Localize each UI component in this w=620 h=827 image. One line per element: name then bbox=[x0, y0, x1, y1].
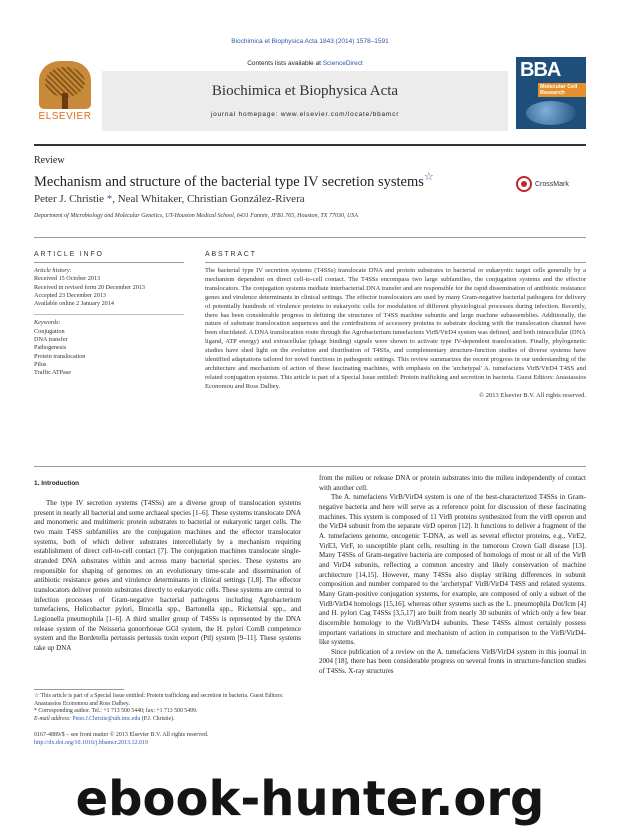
journal-banner bbox=[102, 57, 508, 131]
author-email-link[interactable]: Peter.J.Christie@uth.tmc.edu bbox=[72, 715, 141, 722]
footnote-corresponding: * Corresponding author. Tel.: +1 713 500 5440; fax: +1 713 500 5499. bbox=[34, 708, 198, 714]
title-footnote-mark[interactable]: ☆ bbox=[423, 171, 434, 183]
author-rest: , Neal Whitaker, Christian González-Rivera bbox=[112, 193, 305, 205]
footnotes bbox=[34, 693, 301, 723]
journal-homepage[interactable]: journal homepage: www.elsevier.com/locate/bbamcr bbox=[210, 111, 400, 118]
footnote-special-issue: ☆ This article is part of a Special Issue entitled: Protein trafficking and secretion in bacteria. Guest Editors: Anastassios Economou and Ross Dalbey. bbox=[34, 693, 284, 707]
cover-image bbox=[526, 101, 576, 125]
doi-link[interactable]: http://dx.doi.org/10.1016/j.bbamcr.2013.12.019 bbox=[34, 739, 149, 746]
crossmark-label: CrossMark bbox=[535, 180, 569, 188]
section-heading-introduction: 1. Introduction bbox=[34, 480, 80, 487]
abstract-text: The bacterial type IV secretion systems (T4SSs) translocate DNA and protein substrates to bacterial or eukaryotic target cells generally by a mechanism dependent on direct cell-to-cell contact. The T4SSs encompass two large subfamilies, the conjugation systems and the effector translocators. The conjugation systems mediate interbacterial DNA transfer and are responsible for the rapid dissemination of antibiotic resistance genes and virulence determinants in clinical settings. The effector translocators are used by many Gram-negative bacterial pathogens for delivery of potentially hundreds of virulence proteins to eukaryotic cells for modulation of different physiological processes during infection. Recently, there has been considerable progress in defining the structures of T4SS machine subunits and large machine subassemblies. Additionally, the nature of substrate translocation sequences and the contributions of accessory proteins to substrate docking with the translocation channel have been elucidated. A DNA translocation route through the Agrobacterium tumefaciens VirB/VirD4 system was defined, and both intracellular (DNA ligand, ATP energy) and extracellular (phage binding) signals were shown to activate type IV-dependent translocation. Finally, phylogenetic studies have shed light on the evolution and distribution of T4SSs, and complementary structure-function studies of diverse systems have identified adaptations tailored for novel functions in pathogenic settings. This review summarizes the recent progress in our understanding of the architecture and mechanism of action of these fascinating machines, with emphasis on the 'archetypal' A. tumefaciens VirB/VirD4 T4SS and related conjugation systems. This article is part of a Special Issue entitled: Protein trafficking and secretion in bacteria. Guest Editors: Anastassios Economou and Ross Dalbey. bbox=[205, 267, 586, 390]
affiliation-divider bbox=[34, 237, 586, 238]
keyword: Protein translocation bbox=[34, 352, 86, 360]
paragraph: The type IV secretion systems (T4SSs) are a diverse group of translocation systems present in nearly all bacterial and some archaeal species [1–6]. These systems translocate DNA and monomeric and multimeric protein substrates to bacterial or eukaryotic target cells. The two main T4SS subfamilies are the conjugation machines and the effector translocator systems, both of which deliver substrates intercellularly by a mechanism requiring establishment of direct cell-to-cell contact [7]. The conjugation machines translocate single-stranded DNA substrates within and across many bacterial species. These systems are responsible for shaping of genomes on an evolutionary time-scale and dissemination of antibiotic resistance genes and virulence determinants in clinical settings [1,8]. The effector translocators deliver protein substrates directly to eukaryotic cells. These systems are central to infection processes of Gram-negative bacterial pathogens including Agrobacterium tumefaciens, Helicobacter pylori, Brucella spp., Bartonella spp., Rickettsial spp., and Legionella pneumophila [1–6]. A third smaller group of T4SSs is represented by the DNA release system of the Neisseria gonorrhoeae GGI system, the H. pylori ComB competence system and the Bordetella pertussis pertussis toxin export (Ptl) system [9–11]. These systems take up DNA bbox=[34, 499, 301, 652]
info-divider bbox=[34, 262, 184, 263]
author-first: Peter J. Christie bbox=[34, 193, 107, 205]
email-label: E-mail address: bbox=[34, 715, 73, 722]
imprint bbox=[34, 732, 208, 748]
header-divider bbox=[34, 144, 586, 146]
affiliation: Department of Microbiology and Molecular Genetics, UT-Houston Medical School, 6431 Fannin, JFB1.765, Houston, TX 77030, USA bbox=[34, 213, 358, 219]
history-item: Available online 2 January 2014 bbox=[34, 300, 114, 308]
abstract-heading: ABSTRACT bbox=[205, 251, 257, 258]
front-matter-line: 0167-4889/$ – see front matter © 2013 Elsevier B.V. All rights reserved. bbox=[34, 732, 209, 738]
history-item: Received in revised form 20 December 2013 bbox=[34, 283, 145, 291]
elsevier-tree-icon bbox=[39, 61, 91, 109]
footnote-email bbox=[34, 716, 301, 724]
keyword: Conjugation bbox=[34, 327, 65, 335]
cover-title: BBA bbox=[520, 59, 561, 81]
abstract-divider bbox=[205, 262, 586, 263]
paragraph: Since publication of a review on the A. tumefaciens VirB/VirD4 system in this journal in 2004 [18], there has been considerable progress on several fronts in structure-function studies of T4SSs. X-ray structures bbox=[319, 647, 586, 676]
article-info-heading: ARTICLE INFO bbox=[34, 251, 104, 258]
journal-header bbox=[34, 57, 586, 129]
contents-line bbox=[102, 57, 508, 71]
corresponding-author-mark[interactable]: * bbox=[106, 193, 113, 205]
article-title-text: Mechanism and structure of the bacterial type IV secretion systems bbox=[34, 173, 424, 190]
abstract-body bbox=[205, 267, 586, 401]
contents-prefix: Contents lists available at bbox=[247, 60, 323, 67]
crossmark-badge[interactable] bbox=[516, 176, 569, 192]
history-item: Received 15 October 2013 bbox=[34, 275, 101, 283]
keyword: Traffic ATPase bbox=[34, 369, 71, 377]
article-title bbox=[34, 170, 434, 191]
paragraph: from the milieu or release DNA or protein substrates into the milieu independently of contact with another cell. bbox=[319, 474, 586, 492]
crossmark-icon bbox=[516, 176, 532, 192]
copyright-line: © 2013 Elsevier B.V. All rights reserved. bbox=[479, 391, 586, 399]
article-info bbox=[34, 267, 184, 378]
keyword: Pilus bbox=[34, 360, 47, 368]
elsevier-wordmark: ELSEVIER bbox=[38, 111, 92, 122]
keywords-divider bbox=[34, 314, 184, 316]
journal-cover bbox=[516, 57, 586, 129]
email-suffix: (P.J. Christie). bbox=[140, 715, 175, 722]
body-column-right bbox=[319, 474, 586, 677]
journal-citation-link[interactable]: Biochimica et Biophysica Acta 1843 (2014) 1578–1591 bbox=[231, 38, 389, 45]
sciencedirect-link[interactable]: ScienceDirect bbox=[322, 60, 363, 67]
keyword: Pathogenesis bbox=[34, 344, 67, 352]
watermark: ebook-hunter.org bbox=[75, 771, 545, 827]
journal-title: Biochimica et Biophysica Acta bbox=[211, 83, 399, 99]
elsevier-logo bbox=[34, 59, 96, 131]
article-type: Review bbox=[34, 155, 65, 166]
paragraph: The A. tumefaciens VirB/VirD4 system is one of the best-characterized T4SSs in Gram-negative bacteria and here will serve as a reference point for discussion of these fascinating machines. This system is composed of 11 VirB proteins synthesized from the virB operon and the VirD4 subunit from the separate virD operon [12]. It functions to deliver a fragment of the A. tumefaciens genome, oncogenic T-DNA, as well as several effector proteins, e.g., VirE2, VirE3, VirF, to susceptible plant cells, resulting in the tumorous Crown Gall disease [13]. Many T4SSs of Gram-negative bacteria are composed of homologs of most or all of the VirB and VirD4 subunits, reflecting a common ancestry and likely conservation of machine architecture [14,15]. However, many T4SSs also display striking differences in subunit composition and number compared to the 'archetypal' VirB/VirD4 T4SS and related systems. Many Gram-positive conjugation systems, for example, are composed of only a subset of the VirB/VirD4 homologs [15,16], whereas other systems such as the L. pneumophila Dot/Icm [4] and H. pylori Cag T4SSs [3,5,17] are built from nearly 30 subunits of which only a few bear discernible homology to the VirB/VirD4 subunits. These T4SSs almost certainly possess important variations in structure and mechanism of action in comparison to the VirB/VirD4-like systems. bbox=[319, 493, 586, 647]
abstract-end-divider bbox=[34, 466, 586, 467]
cover-subtitle: Molecular Cell Research bbox=[538, 83, 586, 97]
keywords-label: Keywords: bbox=[34, 319, 61, 327]
footnote-divider bbox=[34, 689, 124, 690]
history-item: Accepted 23 December 2013 bbox=[34, 291, 106, 299]
history-label: Article history: bbox=[34, 267, 72, 274]
keyword: DNA transfer bbox=[34, 336, 68, 344]
author-list bbox=[34, 193, 305, 205]
body-column-left bbox=[34, 499, 301, 654]
